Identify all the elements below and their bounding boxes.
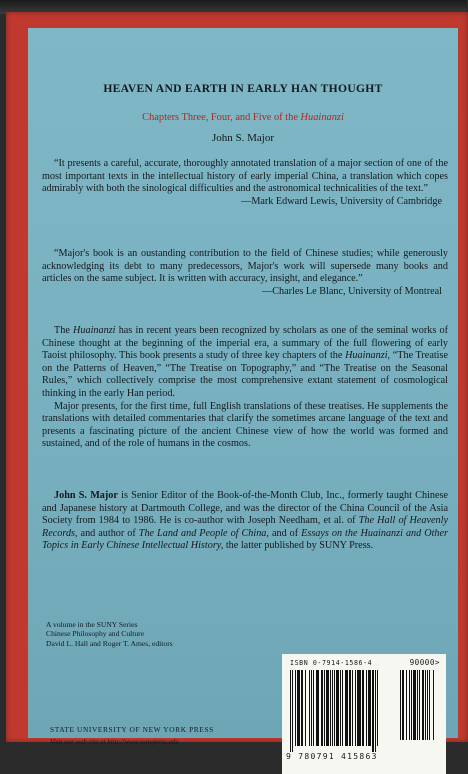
blurb-attribution: —Charles Le Blanc, University of Montreal — [262, 285, 442, 297]
series-info — [46, 620, 266, 648]
bio-italic: Essays on the Huainanzi and Other Topics in Early Chinese Intellectual History, — [42, 527, 448, 552]
subtitle-italic: Huainanzi — [300, 112, 344, 123]
blurb-quote-text: “Major's book is an oustanding contribution to the field of Chinese studies; while generously acknowledging its debt to many predecessors, Major's work will supersede many books and articles on the same subject. It is written with accuracy, insight, and elegance.” — [42, 248, 448, 285]
book-title: HEAVEN AND EARTH IN EARLY HAN THOUGHT — [103, 82, 383, 95]
supplemental-barcode — [400, 670, 440, 740]
bio-italic: The Land and People of China, — [138, 527, 269, 539]
ean-barcode — [290, 670, 396, 752]
desc-italic: Huainanzi — [73, 325, 116, 336]
bio-text: is Senior Editor of the Book-of-the-Month Club, Inc., formerly taught Chinese and Japanese history at Dartmouth College, and was the director of the China Council of the Asia Society from 1984 to 1986. He is co-author with Joseph Needham, et al. of — [42, 490, 448, 527]
series-line-2: Chinese Philosophy and Culture — [46, 629, 145, 639]
author-bio-paragraph — [42, 490, 448, 553]
blurb-attribution: —Mark Edward Lewis, University of Cambridge — [241, 195, 442, 207]
book-back-cover — [6, 12, 468, 761]
cover-panel — [28, 28, 458, 761]
ean-digits: 9 780791 415863 — [286, 752, 378, 761]
series-line-3: David L. Hall and Roger T. Ames, editors — [46, 638, 173, 648]
desc-italic: Huainanzi, — [345, 350, 391, 362]
subtitle-text: Chapters Three, Four, and Five of the — [142, 112, 301, 123]
barcode-block — [282, 654, 446, 774]
desc-text: The — [54, 325, 74, 336]
bio-italic: The Hall of Heavenly Records, — [42, 515, 449, 539]
book-subtitle — [28, 112, 458, 123]
description-paragraph-2: Major presents, for the first time, full English translations of these treatises. He supplements the translations with detailed commentaries that clarify the sometimes arcane language of the text and presents a fascinating picture of the ancient Chinese view of how the world was formed and sustained, and of the role of humans in the cosmos. — [42, 400, 448, 450]
desc-text: has in recent years been recognized by scholars as one of the seminal works of Chinese thought at the beginning of the imperial era, a summary of the full flowering of early Taoist philosophy. This book presents a study of three key chapters of the — [42, 325, 448, 362]
bio-text: the latter published by SUNY Press. — [223, 540, 374, 552]
blurb-quote-2 — [42, 248, 448, 298]
bio-text: and of — [268, 527, 302, 539]
book-author: John S. Major — [211, 132, 275, 144]
publisher-website: Visit our web site at http://www.sunypress.edu — [50, 738, 179, 746]
blurb-quote-text: “It presents a careful, accurate, thoroughly annotated translation of a major section of one of the most important texts in the intellectual history of early imperial China, a translation which copes admirably with both the sinological difficulties and the astronomical technicalities of the text.” — [42, 158, 448, 195]
author-bio — [42, 490, 448, 553]
publisher-name: STATE UNIVERSITY OF NEW YORK PRESS — [50, 725, 214, 734]
bio-name: John S. Major — [54, 490, 118, 501]
desc-text: “The Treatise on the Patterns of Heaven,” “The Treatise on Topography,” and “The Treatise on the Seasonal Rules,” which collectively comprise the most comprehensive extant statement of cosmological thinking in the early Han period. — [42, 350, 448, 399]
price-code: 90000> — [409, 658, 440, 667]
bio-text: and author of — [77, 527, 139, 539]
description-paragraph-1 — [42, 325, 448, 401]
book-description — [42, 325, 448, 451]
series-line-1: A volume in the SUNY Series — [46, 620, 138, 629]
isbn-text: ISBN 0-7914-1586-4 — [290, 659, 373, 667]
blurb-quote-1 — [42, 158, 448, 208]
